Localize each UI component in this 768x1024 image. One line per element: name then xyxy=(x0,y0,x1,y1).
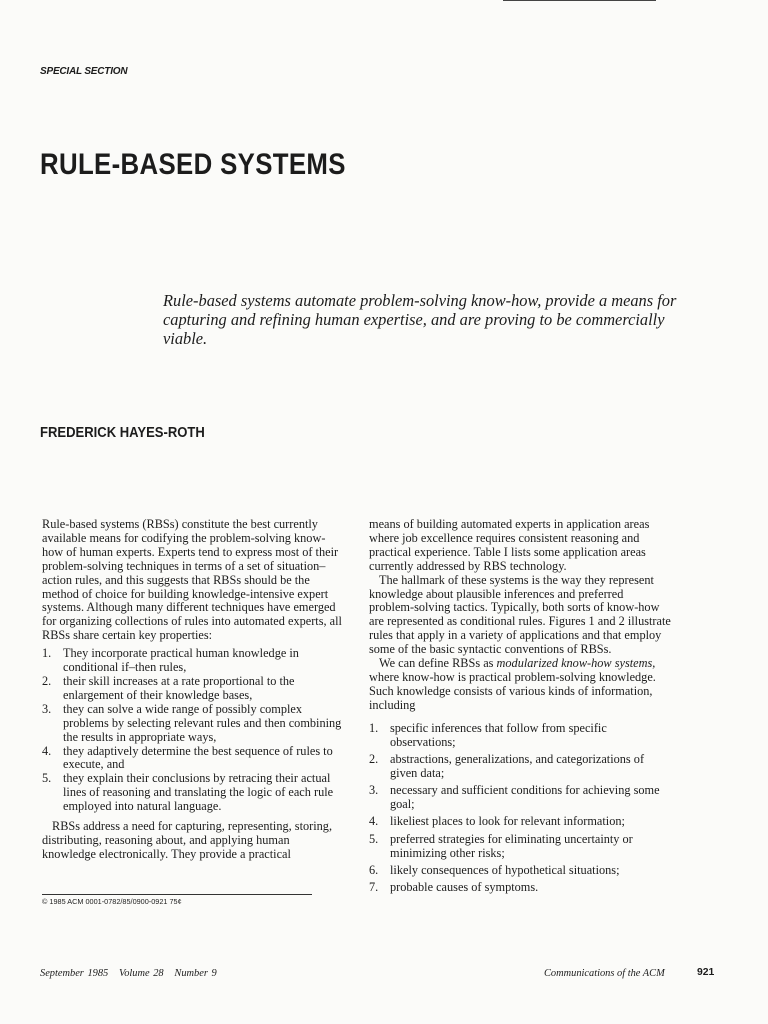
paragraph: The hallmark of these systems is the way they represent knowledge about plausible inferences and preferred problem-solving tactics. Typically, both sorts of know-how are represented as conditional rules. Figures 1 and 2 illustrate rules that apply in a variety of applications and that employ some of the basic syntactic conventions of RBSs. xyxy=(369,572,671,657)
list-number: 5. xyxy=(42,771,52,786)
list-number: 3. xyxy=(42,701,52,716)
body-column-left xyxy=(42,518,346,862)
list-number: 5. xyxy=(369,831,379,846)
list-text: likeliest places to look for relevant information; xyxy=(390,814,625,829)
paragraph-text: We can define RBSs as xyxy=(379,656,497,671)
copyright-notice: © 1985 ACM 0001-0782/85/0900-0921 75¢ xyxy=(42,894,312,906)
properties-list xyxy=(42,647,346,814)
article-title: RULE-BASED SYSTEMS xyxy=(40,148,346,181)
paragraph: Rule-based systems (RBSs) constitute the best currently available means for codifying the problem-solving know-how of human experts. Experts tend to express most of their problem-solving techniques in terms of a set of situation–action rules, and this suggests that RBSs should be the method of choice for building knowledge-intensive expert systems. Although many different techniques have emerged for organizing collections of rules into automated experts, all RBSs share certain key properties: xyxy=(42,517,342,643)
list-number: 2. xyxy=(369,751,379,766)
list-item xyxy=(369,722,671,750)
list-text: They incorporate practical human knowledge in conditional if–then rules, xyxy=(63,646,299,675)
list-item xyxy=(42,745,346,773)
list-number: 1. xyxy=(42,646,52,661)
list-item xyxy=(369,784,671,812)
list-text: likely consequences of hypothetical situations; xyxy=(390,862,620,877)
list-item xyxy=(369,815,671,829)
list-item xyxy=(369,833,671,861)
list-text: abstractions, generalizations, and categorizations of given data; xyxy=(390,751,645,780)
list-number: 3. xyxy=(369,783,379,798)
list-item xyxy=(369,864,671,878)
issue-info: September 1985 Volume 28 Number 9 xyxy=(40,968,217,979)
list-number: 1. xyxy=(369,720,379,735)
emphasized-term: modularized know-how systems, xyxy=(496,656,656,671)
knowledge-kinds-list xyxy=(369,722,671,895)
paragraph-text: where know-how is practical problem-solving knowledge. Such knowledge consists of various kinds of information, including xyxy=(369,669,656,712)
list-item xyxy=(369,881,671,895)
list-item xyxy=(42,772,346,814)
list-text: specific inferences that follow from specific observations; xyxy=(390,720,607,749)
top-rule xyxy=(503,0,656,1)
list-number: 4. xyxy=(369,814,379,829)
list-item xyxy=(42,703,346,745)
paragraph: RBSs address a need for capturing, representing, storing, distributing, reasoning about, and applying human knowledge electronically. They provide a practical xyxy=(42,819,333,861)
body-column-right xyxy=(369,518,671,899)
list-text: they adaptively determine the best sequence of rules to execute, and xyxy=(63,743,333,772)
list-item xyxy=(42,647,346,675)
list-text: their skill increases at a rate proportional to the enlargement of their knowledge bases, xyxy=(63,673,295,702)
list-text: necessary and sufficient conditions for achieving some goal; xyxy=(390,783,660,811)
journal-name: Communications of the ACM xyxy=(544,968,665,979)
list-text: they explain their conclusions by retracing their actual lines of reasoning and translating the logic of each rule employed into natural language. xyxy=(63,771,334,814)
list-number: 7. xyxy=(369,880,379,895)
author-name: FREDERICK HAYES-ROTH xyxy=(40,425,205,441)
section-label: SPECIAL SECTION xyxy=(40,66,128,77)
article-abstract: Rule-based systems automate problem-solving know-how, provide a means for capturing and refining human expertise, and are proving to be commercially viable. xyxy=(163,291,677,348)
list-text: preferred strategies for eliminating uncertainty or minimizing other risks; xyxy=(390,831,633,860)
list-number: 2. xyxy=(42,673,52,688)
list-text: they can solve a wide range of possibly complex problems by selecting relevant rules and then combining the results in appropriate ways, xyxy=(63,701,342,744)
list-text: probable causes of symptoms. xyxy=(390,880,539,895)
list-number: 4. xyxy=(42,743,52,758)
list-item xyxy=(42,675,346,703)
paragraph: means of building automated experts in application areas where job excellence requires consistent reasoning and practical experience. Table I lists some application areas currently addressed by RBS technology. xyxy=(369,517,650,573)
list-item xyxy=(369,753,671,781)
page-number: 921 xyxy=(697,967,715,978)
paragraph xyxy=(369,657,671,713)
list-number: 6. xyxy=(369,862,379,877)
